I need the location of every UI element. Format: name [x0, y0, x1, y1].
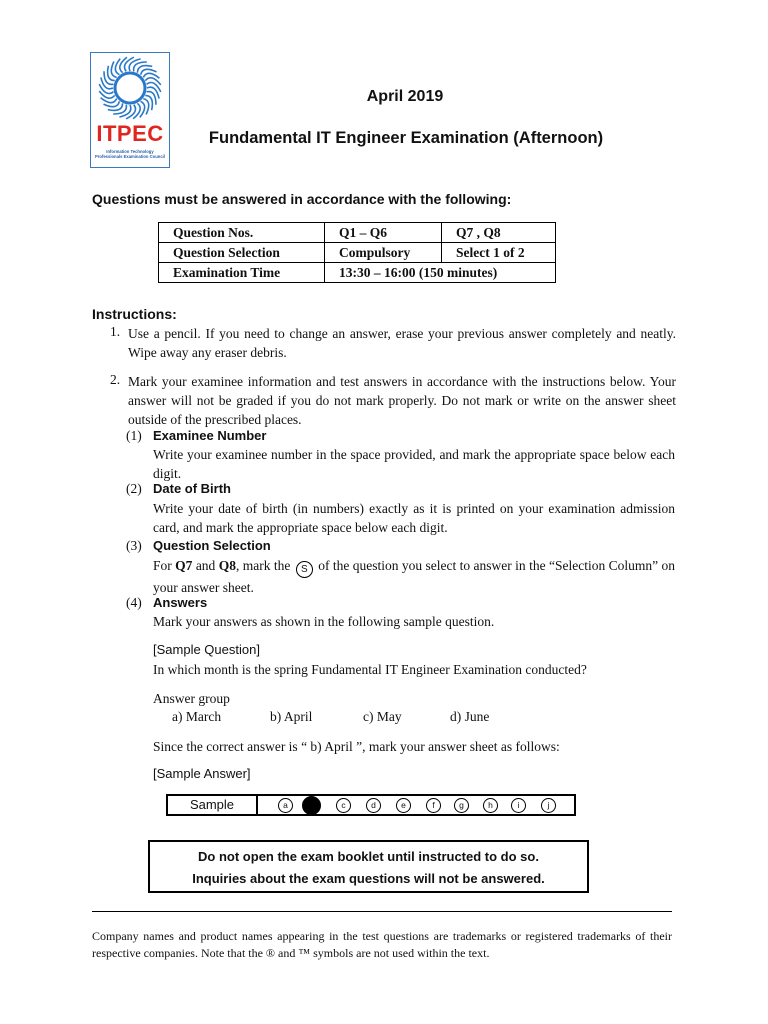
table-row	[159, 243, 556, 263]
item-number: 1.	[110, 324, 121, 339]
footer-divider	[92, 911, 672, 912]
sample-bar-label: Sample	[168, 796, 258, 814]
answer-bubble: g	[454, 798, 469, 813]
answer-bubble-filled	[302, 796, 321, 815]
text-segment: For	[153, 558, 176, 573]
instructions-heading: Instructions:	[92, 306, 177, 322]
notice-line-2: Inquiries about the exam questions will not be answered.	[192, 871, 545, 886]
answer-bubble: h	[483, 798, 498, 813]
table-cell: 13:30 – 16:00 (150 minutes)	[325, 263, 556, 283]
answers-text: Mark your answers as shown in the following sample question.	[153, 614, 495, 629]
table-row	[159, 223, 556, 243]
table-cell: Q7 , Q8	[442, 223, 556, 243]
question-selection-text	[153, 556, 675, 597]
since-answer-text: Since the correct answer is “ b) April ”, mark your answer sheet as follows:	[153, 739, 560, 754]
logo-subtitle-line2: Professionals Examination Council	[94, 154, 166, 159]
sample-question-label: [Sample Question]	[153, 642, 260, 657]
table-cell: Select 1 of 2	[442, 243, 556, 263]
table-row	[159, 263, 556, 283]
examinee-number-heading: Examinee Number	[153, 428, 267, 443]
sample-answer-label: [Sample Answer]	[153, 766, 251, 781]
sub-item-number: (3)	[126, 538, 142, 553]
answer-bubble: d	[366, 798, 381, 813]
trademark-footnote: Company names and product names appearing in the test questions are trademarks or registered trademarks of their respective companies. Note that the ® and ™ symbols are not used within the text.	[92, 929, 672, 960]
answer-option: a) March	[172, 709, 222, 724]
instruction-2-text: Mark your examinee information and test answers in accordance with the instructions below. Your answer will not be graded if you do not mark properly. Do not mark or write on the answer sheet outside of the prescribed places.	[128, 374, 676, 427]
question-table	[158, 222, 556, 283]
text-segment: Q7	[175, 558, 193, 573]
itpec-logo	[90, 52, 170, 168]
exam-date: April 2019	[366, 88, 444, 105]
sample-answer-bar	[166, 794, 576, 816]
text-segment: of the question you select to answer in the “Selection Column” on your answer sheet.	[153, 558, 675, 595]
date-of-birth-text: Write your date of birth (in numbers) exactly as it is printed on your examination admission card, and mark the appropriate space below each digit.	[153, 501, 675, 535]
instruction-1-text: Use a pencil. If you need to change an answer, erase your previous answer completely and neatly. Wipe away any eraser debris.	[128, 326, 676, 360]
answers-heading: Answers	[153, 595, 208, 610]
notice-line-1: Do not open the exam booklet until instructed to do so.	[198, 849, 539, 864]
logo-subtitle-line1: Information Technology	[106, 149, 154, 154]
examinee-number-text: Write your examinee number in the space provided, and mark the appropriate space below each digit.	[153, 447, 675, 481]
answer-bubble: f	[426, 798, 441, 813]
sample-question-text: In which month is the spring Fundamental IT Engineer Examination conducted?	[153, 662, 587, 677]
answer-option: c) May	[363, 709, 402, 724]
text-segment: , mark the	[235, 558, 294, 573]
text-segment: and	[192, 558, 219, 573]
answer-option: d) June	[450, 709, 490, 724]
question-selection-heading: Question Selection	[153, 538, 271, 553]
exam-title: Fundamental IT Engineer Examination (Afternoon)	[208, 129, 604, 147]
logo-brand-text: ITPEC	[96, 121, 164, 146]
answer-bubble: a	[278, 798, 293, 813]
selection-s-circle-icon: S	[296, 561, 313, 578]
answer-group-label: Answer group	[153, 691, 230, 706]
answer-bubble: j	[541, 798, 556, 813]
sub-item-number: (1)	[126, 428, 142, 443]
rules-lead-text: Questions must be answered in accordance with the following:	[92, 191, 512, 207]
table-cell: Compulsory	[325, 243, 442, 263]
sub-item-number: (4)	[126, 595, 142, 610]
table-cell: Q1 – Q6	[325, 223, 442, 243]
logo-subtitle	[94, 149, 166, 159]
sub-item-number: (2)	[126, 481, 142, 496]
table-cell: Examination Time	[159, 263, 325, 283]
answer-option: b) April	[270, 709, 313, 724]
answer-bubble: c	[336, 798, 351, 813]
answer-bubble: e	[396, 798, 411, 813]
notice-box	[148, 840, 589, 893]
answer-bubble: i	[511, 798, 526, 813]
item-number: 2.	[110, 372, 121, 387]
date-of-birth-heading: Date of Birth	[153, 481, 231, 496]
text-segment: Q8	[218, 558, 236, 573]
table-cell: Question Nos.	[159, 223, 325, 243]
table-cell: Question Selection	[159, 243, 325, 263]
